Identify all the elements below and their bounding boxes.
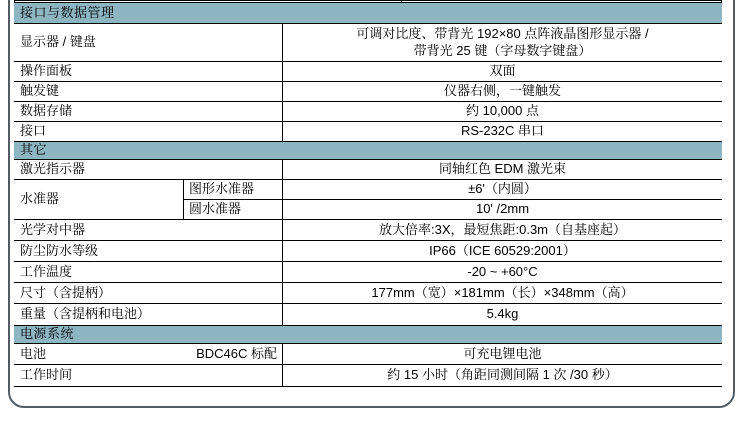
section-title: 电源系统 [20, 326, 75, 342]
spec-value: 177mm（宽）×181mm（长）×348mm（高） [282, 283, 722, 303]
spec-sublabel: 圆水准器 [183, 200, 282, 219]
spec-row-panel [14, 62, 722, 82]
spec-row-temp [14, 262, 722, 283]
spec-value: 约 15 小时（角距同测间隔 1 次 /30 秒） [282, 365, 722, 386]
section-header-interface [14, 3, 722, 24]
spec-value-line2: 带背光 25 键（字母数字键盘） [413, 42, 592, 58]
spec-label: 水准器 [20, 191, 60, 207]
spec-label: 防尘防水等级 [20, 242, 99, 258]
spec-value: 仪器右侧，一键触发 [282, 82, 722, 101]
spec-row-storage [14, 102, 722, 122]
spec-row-weight [14, 304, 722, 326]
spec-label-text: 电池 [20, 345, 47, 361]
spec-value-line1: 可调对比度、带背光 192×80 点阵液晶图形显示器 / [356, 26, 649, 42]
spec-value: -20 ~ +60°C [282, 262, 722, 282]
spec-value: 10' /2mm [282, 200, 722, 219]
spec-value: 同轴红色 EDM 激光束 [282, 160, 722, 179]
spec-row-plummet [14, 220, 722, 241]
spec-row-display [14, 24, 722, 62]
spec-value: RS-232C 串口 [282, 122, 722, 141]
spec-row-ip [14, 241, 722, 262]
spec-value: 可充电锂电池 [282, 344, 722, 364]
spec-row-trigger [14, 82, 722, 102]
specification-table [14, 0, 722, 387]
spec-label: 触发键 [20, 83, 60, 99]
spec-label: 光学对中器 [20, 221, 86, 237]
section-title: 其它 [20, 142, 48, 158]
spec-label: 工作温度 [20, 263, 73, 279]
spec-label: 尺寸（含提柄） [20, 284, 112, 300]
section-header-power [14, 326, 722, 344]
cutoff-row-sliver [14, 0, 722, 3]
spec-row-size [14, 283, 722, 304]
section-header-others [14, 142, 722, 160]
spec-label-note: BDC46C 标配 [196, 345, 277, 361]
spec-value: IP66（ICE 60529:2001） [282, 241, 722, 261]
spec-row-worktime [14, 365, 722, 387]
spec-row-laser [14, 160, 722, 180]
spec-label: 显示器 / 键盘 [20, 34, 96, 50]
spec-label: 激光指示器 [20, 161, 86, 177]
spec-value: 约 10,000 点 [282, 102, 722, 121]
spec-value: 放大倍率:3X，最短焦距:0.3m（自基座起） [282, 220, 722, 240]
spec-label: 工作时间 [20, 367, 73, 383]
spec-value: ±6'（内圆） [282, 180, 722, 200]
spec-row-port [14, 122, 722, 142]
section-title: 接口与数据管理 [20, 4, 115, 20]
spec-sublabel: 图形水准器 [183, 180, 282, 200]
spec-group-level [14, 180, 722, 220]
spec-label: 重量（含提柄和电池） [20, 306, 151, 322]
spec-row-battery [14, 344, 722, 365]
spec-label: 操作面板 [20, 63, 73, 79]
spec-label: 接口 [20, 123, 47, 139]
spec-value: 5.4kg [282, 304, 722, 325]
spec-label [14, 344, 282, 364]
spec-value [282, 24, 722, 61]
spec-label: 数据存储 [20, 103, 73, 119]
spec-value: 双面 [282, 62, 722, 81]
